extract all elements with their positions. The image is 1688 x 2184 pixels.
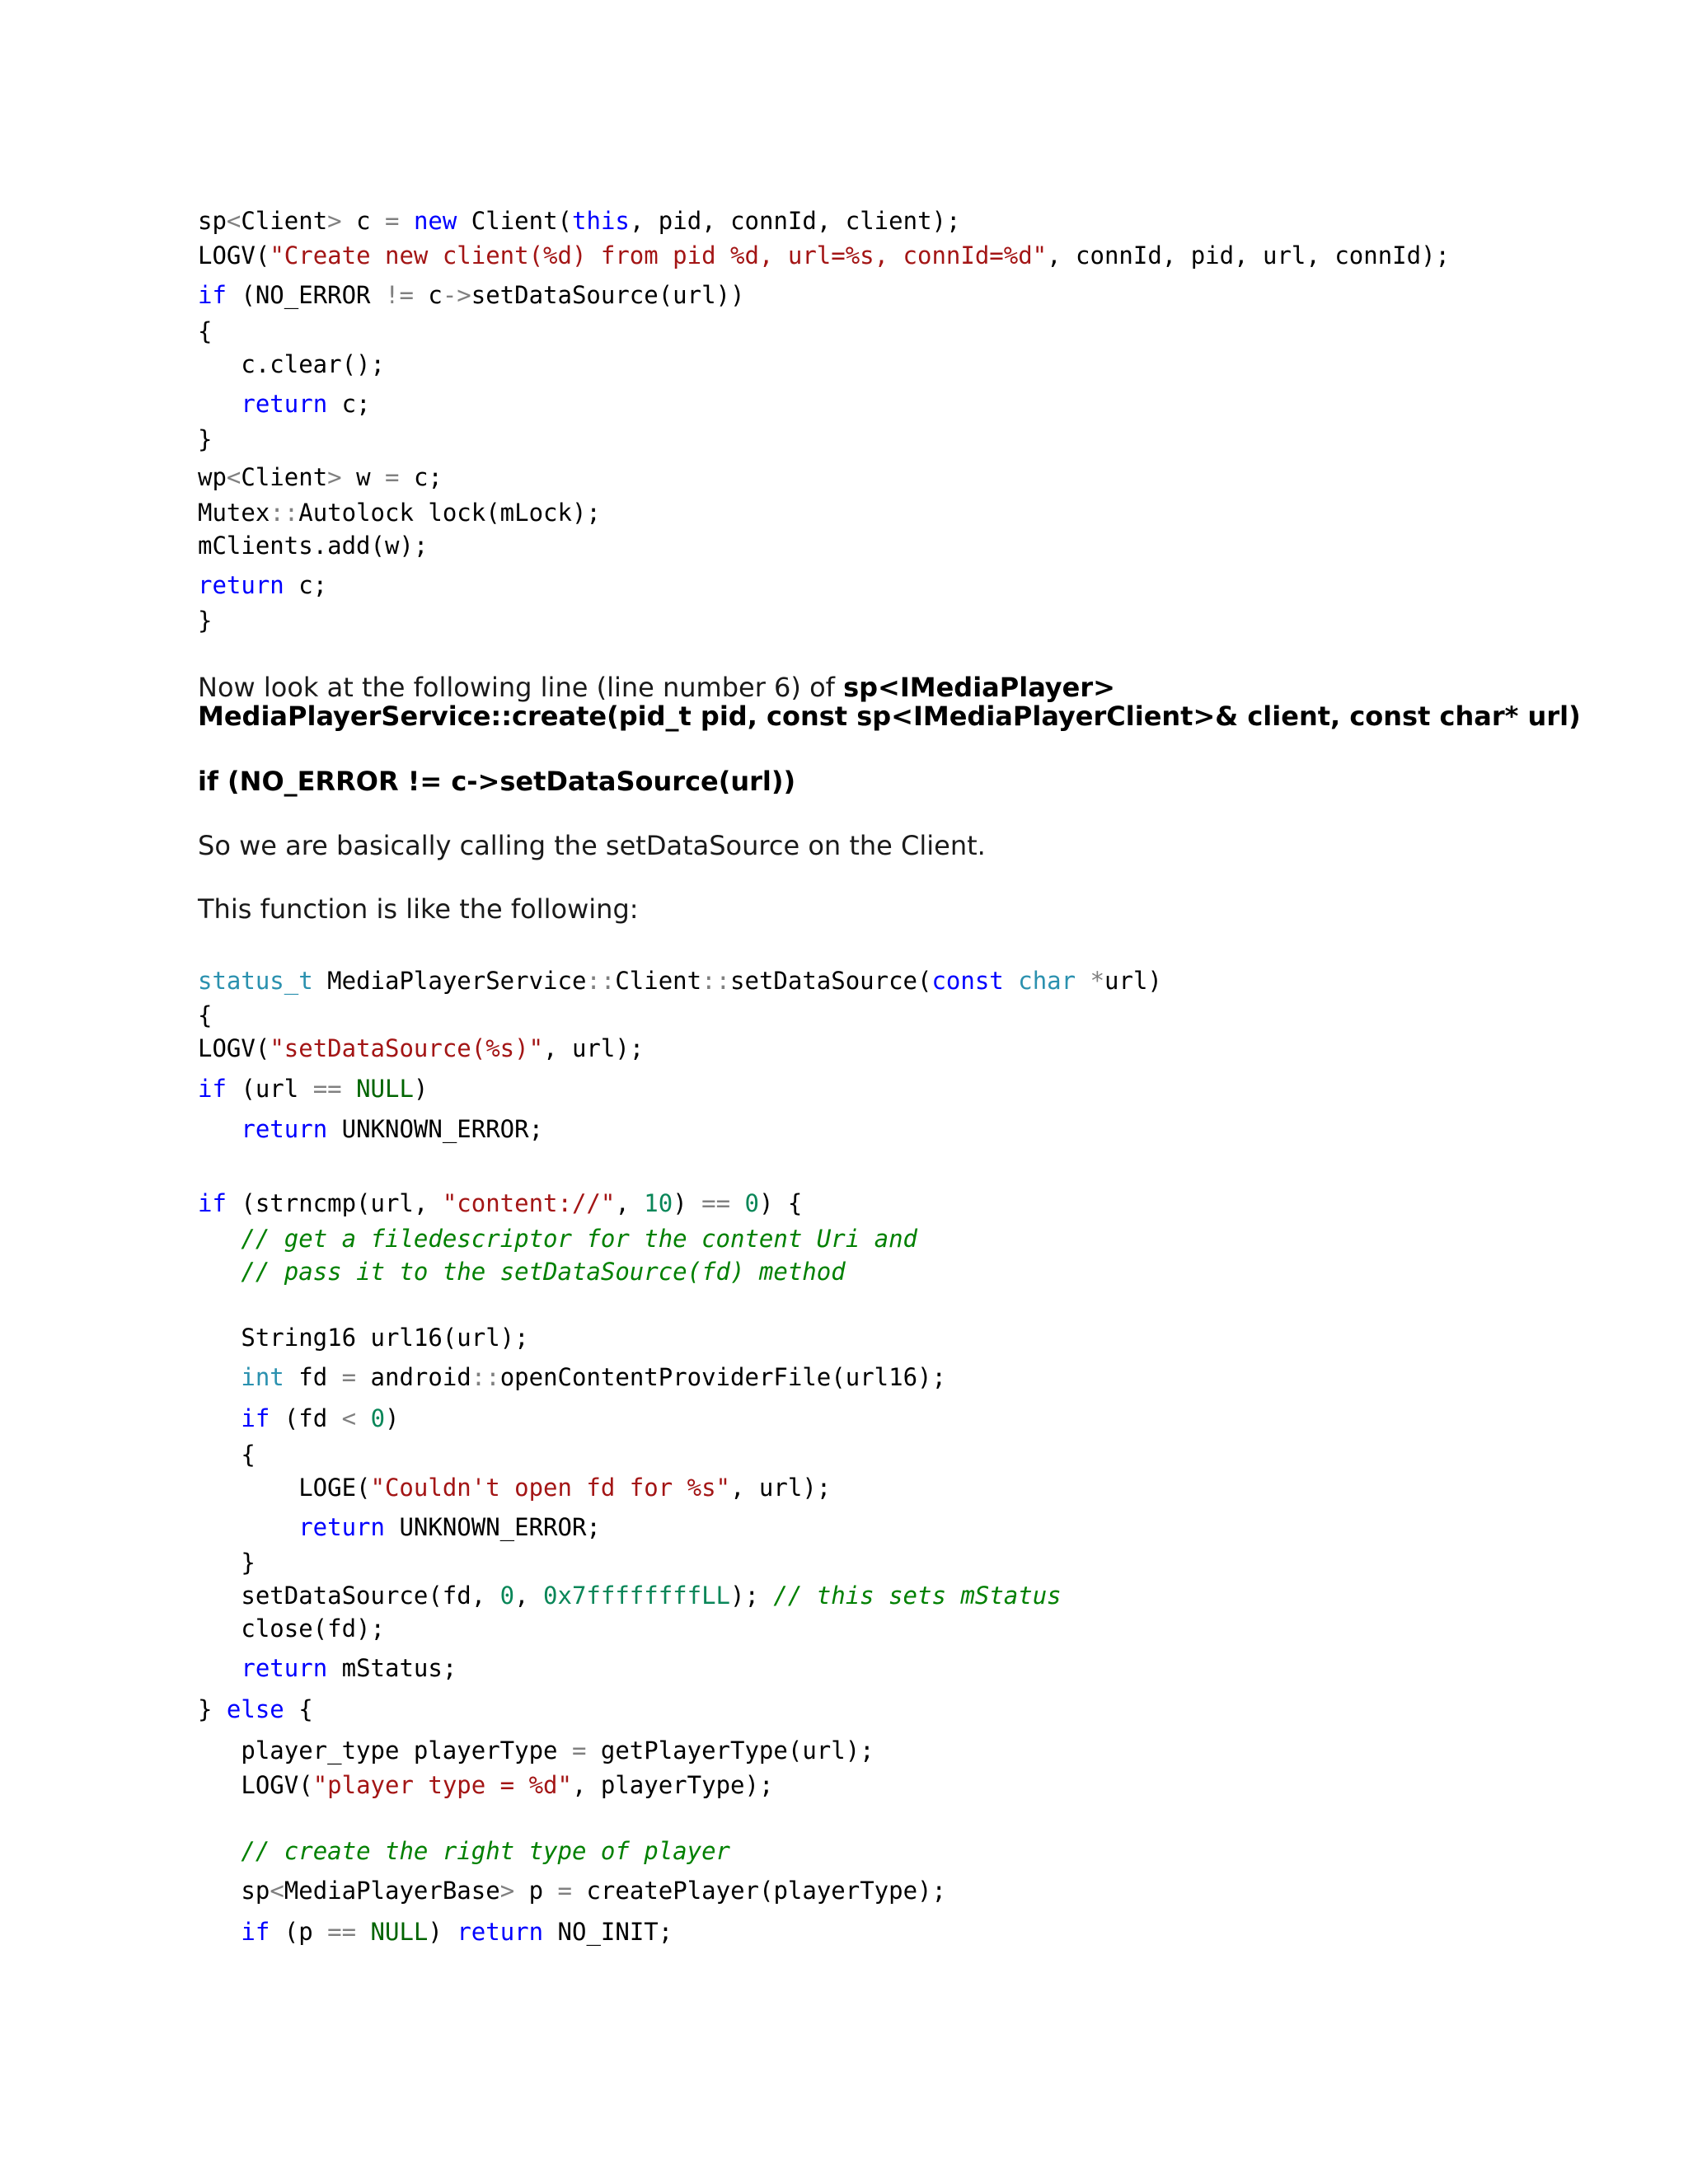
operator: = bbox=[571, 1736, 587, 1765]
code-token: (strncmp(url, bbox=[226, 1189, 443, 1217]
code-comment: // pass it to the setDataSource(fd) method bbox=[241, 1258, 846, 1286]
null-constant: NULL bbox=[370, 1918, 429, 1946]
code-token bbox=[198, 1837, 241, 1865]
code-token: String16 url16(url); bbox=[198, 1324, 529, 1352]
code-line bbox=[198, 1614, 385, 1643]
code-line bbox=[198, 1653, 457, 1683]
code-line bbox=[198, 1257, 846, 1286]
code-token: openContentProviderFile(url16); bbox=[499, 1363, 946, 1391]
null-constant: NULL bbox=[356, 1075, 414, 1103]
keyword: const bbox=[931, 967, 1004, 995]
code-line bbox=[198, 966, 1162, 996]
code-token: c bbox=[341, 207, 386, 235]
code-token: , bbox=[514, 1582, 544, 1610]
type-name: char bbox=[1018, 967, 1076, 995]
code-token: { bbox=[198, 1001, 213, 1029]
code-token bbox=[198, 1404, 241, 1432]
code-token: sp bbox=[198, 207, 227, 235]
code-line bbox=[198, 389, 371, 419]
explanation-paragraph: So we are basically calling the setDataSource on the Client. bbox=[198, 830, 986, 861]
operator: > bbox=[499, 1877, 515, 1905]
code-token: LOGV( bbox=[198, 241, 270, 269]
code-token: (fd bbox=[270, 1404, 342, 1432]
code-token: setDataSource(fd, bbox=[198, 1582, 500, 1610]
code-token: , url); bbox=[730, 1474, 832, 1502]
string-literal: "player type = %d" bbox=[312, 1771, 572, 1799]
operator: -> bbox=[442, 281, 471, 309]
code-line bbox=[198, 606, 212, 635]
code-line bbox=[198, 570, 327, 600]
code-token: setDataSource( bbox=[730, 967, 932, 995]
code-token: ); bbox=[730, 1582, 774, 1610]
code-token: mStatus; bbox=[327, 1654, 457, 1682]
code-line bbox=[198, 1440, 256, 1469]
code-token: ) bbox=[413, 1075, 429, 1103]
code-line bbox=[198, 1114, 543, 1144]
code-line bbox=[198, 1917, 673, 1947]
code-token: Mutex bbox=[198, 499, 270, 527]
code-token: LOGV( bbox=[198, 1034, 270, 1062]
code-line bbox=[198, 1323, 529, 1352]
code-line bbox=[198, 1001, 212, 1030]
operator: = bbox=[557, 1877, 573, 1905]
code-token: c; bbox=[284, 571, 328, 599]
type-name: int bbox=[241, 1363, 284, 1391]
keyword: if bbox=[198, 281, 227, 309]
number-literal: 0 bbox=[370, 1404, 386, 1432]
code-line bbox=[198, 1770, 773, 1800]
string-literal: "content://" bbox=[442, 1189, 616, 1217]
code-token: Client bbox=[615, 967, 702, 995]
code-token bbox=[198, 1918, 241, 1946]
code-token: MediaPlayerService bbox=[312, 967, 587, 995]
keyword: return bbox=[298, 1513, 385, 1541]
code-token bbox=[399, 207, 413, 235]
type-name: status_t bbox=[198, 967, 313, 995]
keyword: return bbox=[198, 571, 284, 599]
code-token bbox=[198, 1258, 241, 1286]
code-token: } bbox=[198, 1695, 227, 1723]
keyword: this bbox=[572, 207, 630, 235]
code-token: , bbox=[615, 1189, 645, 1217]
code-token bbox=[730, 1189, 744, 1217]
code-token bbox=[356, 1918, 370, 1946]
code-line bbox=[198, 1362, 946, 1392]
code-token: ) bbox=[385, 1404, 400, 1432]
number-literal: 0 bbox=[499, 1582, 515, 1610]
code-token bbox=[1004, 967, 1018, 995]
number-literal: 0x7ffffffffLL bbox=[543, 1582, 731, 1610]
intro-signature-part-1: sp<IMediaPlayer> bbox=[843, 672, 1115, 703]
code-line bbox=[198, 1548, 256, 1577]
code-line bbox=[198, 241, 1450, 270]
code-token: url) bbox=[1104, 967, 1162, 995]
operator: = bbox=[385, 207, 400, 235]
code-token: , connId, pid, url, connId); bbox=[1047, 241, 1450, 269]
code-token: c; bbox=[327, 390, 371, 418]
code-line bbox=[198, 1694, 313, 1724]
code-token: p bbox=[514, 1877, 558, 1905]
string-literal: "Couldn't open fd for %s" bbox=[370, 1474, 731, 1502]
code-token bbox=[198, 1115, 241, 1143]
code-token: LOGV( bbox=[198, 1771, 313, 1799]
code-token: Client bbox=[241, 207, 328, 235]
code-token bbox=[356, 1404, 370, 1432]
operator: :: bbox=[471, 1363, 500, 1391]
code-token bbox=[198, 1513, 298, 1541]
code-token bbox=[198, 1654, 241, 1682]
code-token: MediaPlayerBase bbox=[284, 1877, 500, 1905]
code-token: { bbox=[198, 1441, 256, 1469]
code-token: (url bbox=[226, 1075, 313, 1103]
operator: == bbox=[701, 1189, 731, 1217]
operator: < bbox=[226, 207, 241, 235]
code-token: ) { bbox=[758, 1189, 803, 1217]
code-line bbox=[198, 462, 443, 492]
code-line bbox=[198, 498, 601, 527]
code-token: getPlayerType(url); bbox=[586, 1736, 874, 1765]
keyword: if bbox=[198, 1075, 227, 1103]
code-token: , pid, connId, client); bbox=[629, 207, 961, 235]
code-token: (NO_ERROR bbox=[226, 281, 385, 309]
code-line bbox=[198, 424, 212, 454]
code-line bbox=[198, 1074, 428, 1104]
code-token: { bbox=[284, 1695, 313, 1723]
code-line bbox=[198, 1736, 874, 1765]
code-token: createPlayer(playerType); bbox=[572, 1877, 946, 1905]
code-token: Client bbox=[241, 463, 328, 491]
code-line bbox=[198, 531, 428, 560]
code-token: UNKNOWN_ERROR; bbox=[327, 1115, 544, 1143]
code-token: c bbox=[413, 281, 443, 309]
code-token bbox=[342, 1075, 356, 1103]
code-token: , playerType); bbox=[571, 1771, 774, 1799]
code-token: } bbox=[198, 607, 213, 635]
operator: > bbox=[327, 207, 342, 235]
code-line bbox=[198, 316, 212, 346]
operator: :: bbox=[586, 967, 616, 995]
code-token: player_type playerType bbox=[198, 1736, 572, 1765]
code-token: Client( bbox=[457, 207, 573, 235]
code-line bbox=[198, 1512, 601, 1542]
string-literal: "Create new client(%d) from pid %d, url=%s, connId=%d" bbox=[270, 241, 1048, 269]
operator: < bbox=[226, 463, 241, 491]
number-literal: 10 bbox=[644, 1189, 673, 1217]
operator: < bbox=[270, 1877, 284, 1905]
intro-paragraph bbox=[198, 673, 1115, 702]
keyword: if bbox=[198, 1189, 227, 1217]
code-token: } bbox=[198, 1549, 256, 1577]
operator: :: bbox=[270, 499, 299, 527]
highlighted-code-line: if (NO_ERROR != c->setDataSource(url)) bbox=[198, 766, 796, 797]
keyword: else bbox=[226, 1695, 284, 1723]
code-line bbox=[198, 1473, 831, 1502]
operator: > bbox=[327, 463, 342, 491]
code-line bbox=[198, 206, 960, 236]
code-token bbox=[198, 1363, 241, 1391]
code-token: c.clear(); bbox=[198, 350, 385, 378]
code-token: ) bbox=[673, 1189, 702, 1217]
code-line bbox=[198, 1224, 917, 1254]
operator: < bbox=[341, 1404, 357, 1432]
code-token: , url); bbox=[543, 1034, 645, 1062]
code-token: fd bbox=[284, 1363, 342, 1391]
operator: * bbox=[1090, 967, 1105, 995]
code-line bbox=[198, 280, 744, 310]
keyword: return bbox=[457, 1918, 544, 1946]
operator: = bbox=[341, 1363, 357, 1391]
code-token: NO_INIT; bbox=[543, 1918, 673, 1946]
function-intro-paragraph: This function is like the following: bbox=[198, 893, 639, 925]
code-token: c; bbox=[399, 463, 443, 491]
code-token: ) bbox=[428, 1918, 457, 1946]
code-token: w bbox=[341, 463, 386, 491]
operator: :: bbox=[701, 967, 731, 995]
code-line bbox=[198, 1836, 730, 1866]
code-comment: // create the right type of player bbox=[241, 1837, 731, 1865]
intro-signature-part-2: MediaPlayerService::create(pid_t pid, const sp<IMediaPlayerClient>& client, const char* url) bbox=[198, 701, 1581, 732]
operator: = bbox=[385, 463, 400, 491]
code-token: sp bbox=[198, 1877, 270, 1905]
code-line bbox=[198, 1581, 1062, 1610]
intro-text: Now look at the following line (line number 6) of bbox=[198, 672, 844, 703]
code-line bbox=[198, 1033, 644, 1063]
code-token: android bbox=[356, 1363, 471, 1391]
keyword: return bbox=[241, 1654, 328, 1682]
number-literal: 0 bbox=[744, 1189, 759, 1217]
code-token bbox=[1076, 967, 1090, 995]
code-comment: // get a filedescriptor for the content Uri and bbox=[241, 1225, 917, 1253]
code-token: } bbox=[198, 425, 213, 453]
code-token bbox=[198, 1225, 241, 1253]
string-literal: "setDataSource(%s)" bbox=[270, 1034, 544, 1062]
code-token: setDataSource(url)) bbox=[471, 281, 745, 309]
keyword: new bbox=[413, 207, 457, 235]
code-line bbox=[198, 1188, 802, 1218]
code-token: { bbox=[198, 317, 213, 345]
code-line bbox=[198, 1876, 946, 1905]
code-token: (p bbox=[270, 1918, 328, 1946]
code-line bbox=[198, 349, 385, 379]
code-token: Autolock lock(mLock); bbox=[298, 499, 601, 527]
code-token: LOGE( bbox=[198, 1474, 371, 1502]
keyword: if bbox=[241, 1404, 270, 1432]
operator: == bbox=[327, 1918, 357, 1946]
keyword: return bbox=[241, 390, 328, 418]
code-line bbox=[198, 1404, 400, 1433]
code-token bbox=[198, 390, 241, 418]
keyword: return bbox=[241, 1115, 328, 1143]
code-comment: // this sets mStatus bbox=[773, 1582, 1062, 1610]
operator: == bbox=[312, 1075, 342, 1103]
code-token: UNKNOWN_ERROR; bbox=[384, 1513, 601, 1541]
keyword: if bbox=[241, 1918, 270, 1946]
code-token: mClients.add(w); bbox=[198, 532, 429, 560]
operator: != bbox=[384, 281, 414, 309]
code-token: close(fd); bbox=[198, 1615, 385, 1643]
code-token: wp bbox=[198, 463, 227, 491]
